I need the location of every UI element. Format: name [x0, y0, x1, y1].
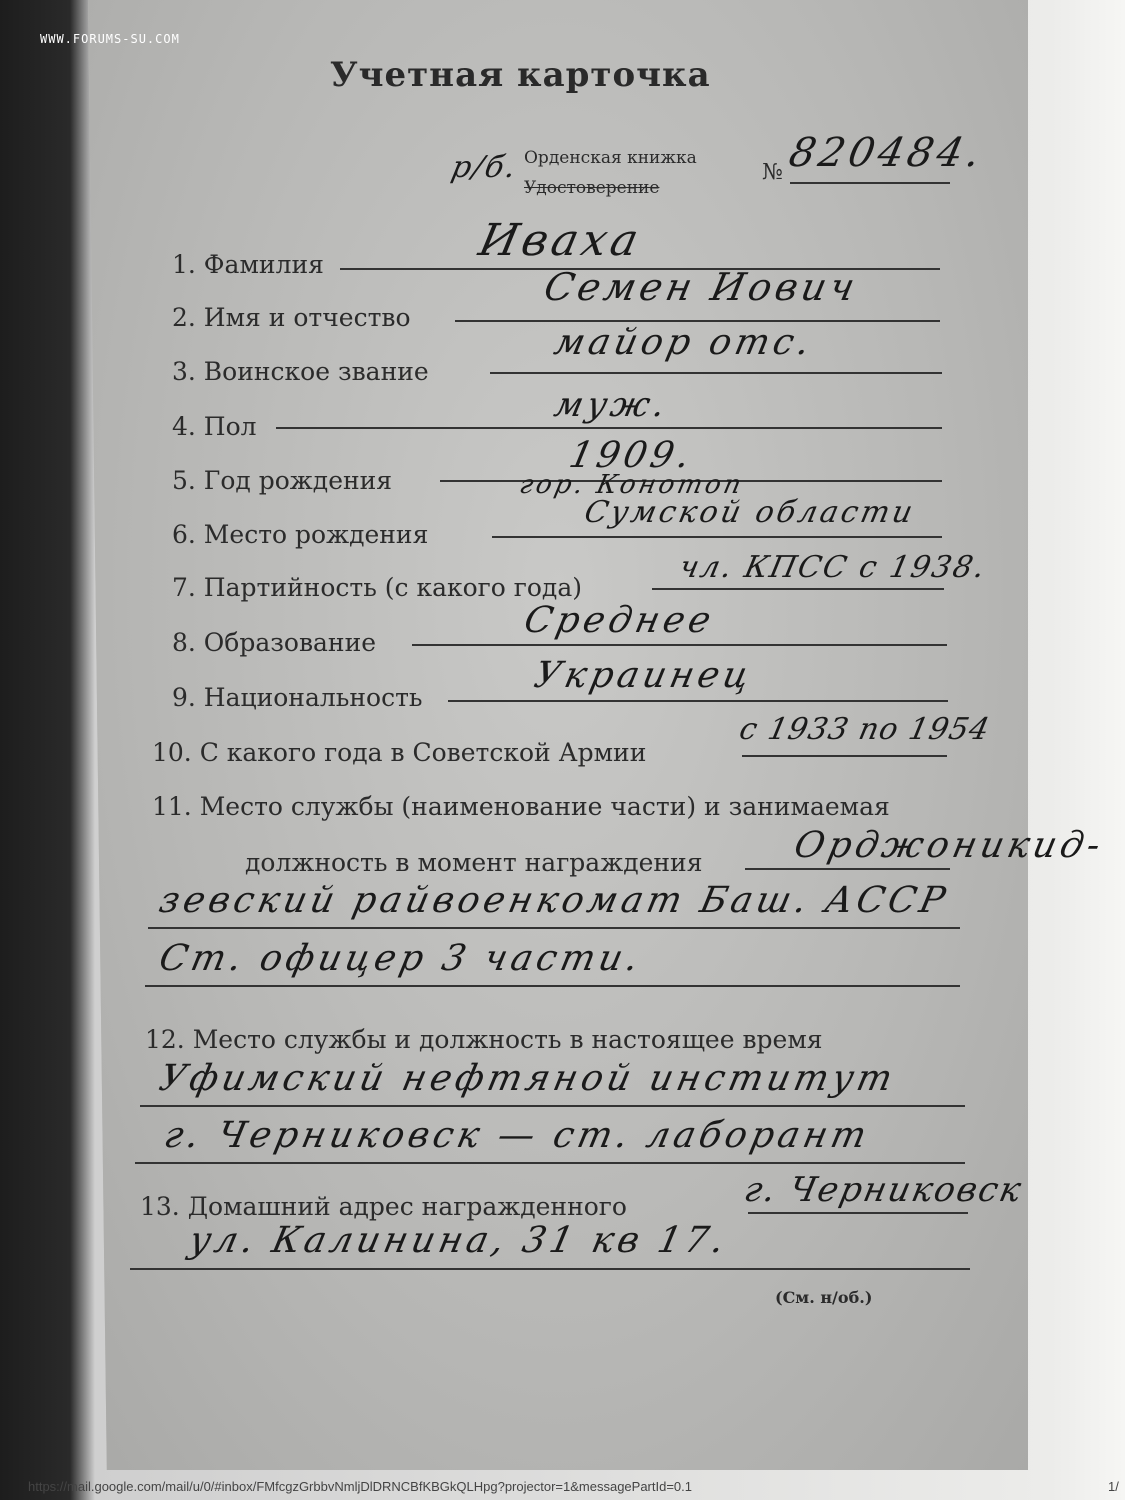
field-address-label: 13. Домашний адрес награжденного [140, 1192, 627, 1221]
card-title: Учетная карточка [330, 55, 711, 95]
field-address-line-1 [748, 1212, 968, 1214]
certificate-label: Удостоверение [524, 178, 660, 198]
field-birthyear-label: 5. Год рождения [172, 466, 393, 495]
field-address-value-1: г. Черниковск [740, 1170, 1027, 1210]
field-address-value-2: ул. Калинина, 31 кв 17. [185, 1220, 732, 1261]
field-current-service-line-1 [140, 1105, 965, 1107]
field-education-label: 8. Образование [172, 628, 377, 657]
field-sex-line [276, 427, 942, 429]
field-address-line-2 [130, 1268, 970, 1270]
field-sex-label: 4. Пол [172, 412, 257, 441]
footnote: (См. н/об.) [775, 1288, 873, 1307]
browser-url: https://mail.google.com/mail/u/0/#inbox/FMfcgzGrbbvNmljDlDRNCBfKBGkQLHpg?projector=1&messagePartId=0.1 [28, 1479, 692, 1494]
field-army-since-line [742, 755, 947, 757]
field-party-value: чл. КПСС с 1938. [676, 550, 990, 585]
field-name-label: 2. Имя и отчество [172, 303, 411, 332]
field-birthyear-value: 1909. [565, 435, 698, 476]
field-service-label: 11. Место службы (наименование части) и занимаемая [152, 792, 890, 821]
watermark: WWW.FORUMS-SU.COM [40, 32, 180, 46]
field-rank-value: майор отс. [550, 322, 818, 363]
field-surname-label: 1. Фамилия [172, 250, 324, 279]
field-nationality-line [448, 700, 948, 702]
field-service-label-2: должность в момент награждения [245, 848, 703, 877]
field-current-service-line-2 [135, 1162, 965, 1164]
field-name-value: Семен Иович [540, 265, 863, 309]
field-birthplace-value-1: гор. Конотоп [516, 470, 747, 500]
field-service-line-2 [148, 927, 960, 929]
order-book-label: Орденская книжка [524, 148, 697, 168]
field-rank-label: 3. Воинское звание [172, 357, 429, 386]
field-education-value: Среднее [520, 600, 719, 641]
field-party-line [652, 588, 944, 590]
field-education-line [412, 644, 947, 646]
field-current-service-value-2: г. Черниковск — ст. лаборант [160, 1115, 874, 1156]
field-birthplace-line [492, 536, 942, 538]
handwritten-prefix: р/б. [448, 150, 521, 185]
field-nationality-value: Украинец [530, 655, 757, 696]
field-army-since-value: с 1933 по 1954 [736, 712, 994, 747]
field-service-value-2: зевский райвоенкомат Баш. АССР [155, 880, 953, 921]
field-rank-line [490, 372, 942, 374]
field-service-line-3 [145, 985, 960, 987]
page-indicator: 1/ [1108, 1479, 1119, 1494]
field-birthplace-label: 6. Место рождения [172, 520, 429, 549]
field-army-since-label: 10. С какого года в Советской Армии [152, 738, 647, 767]
field-current-service-label: 12. Место службы и должность в настоящее время [145, 1025, 823, 1054]
number-sign: № [762, 160, 783, 185]
field-sex-value: муж. [550, 385, 673, 425]
number-line [790, 182, 950, 184]
field-service-value-3: Ст. офицер 3 части. [155, 938, 647, 979]
field-service-value-1: Орджоникид- [790, 825, 1108, 866]
handwritten-number: 820484. [785, 130, 989, 176]
field-service-line-1 [745, 868, 950, 870]
field-nationality-label: 9. Национальность [172, 683, 423, 712]
field-current-service-value-1: Уфимский нефтяной институт [155, 1058, 900, 1099]
field-birthplace-value-2: Сумской области [581, 495, 919, 530]
field-surname-value: Иваха [474, 215, 647, 266]
field-party-label: 7. Партийность (с какого года) [172, 573, 582, 602]
